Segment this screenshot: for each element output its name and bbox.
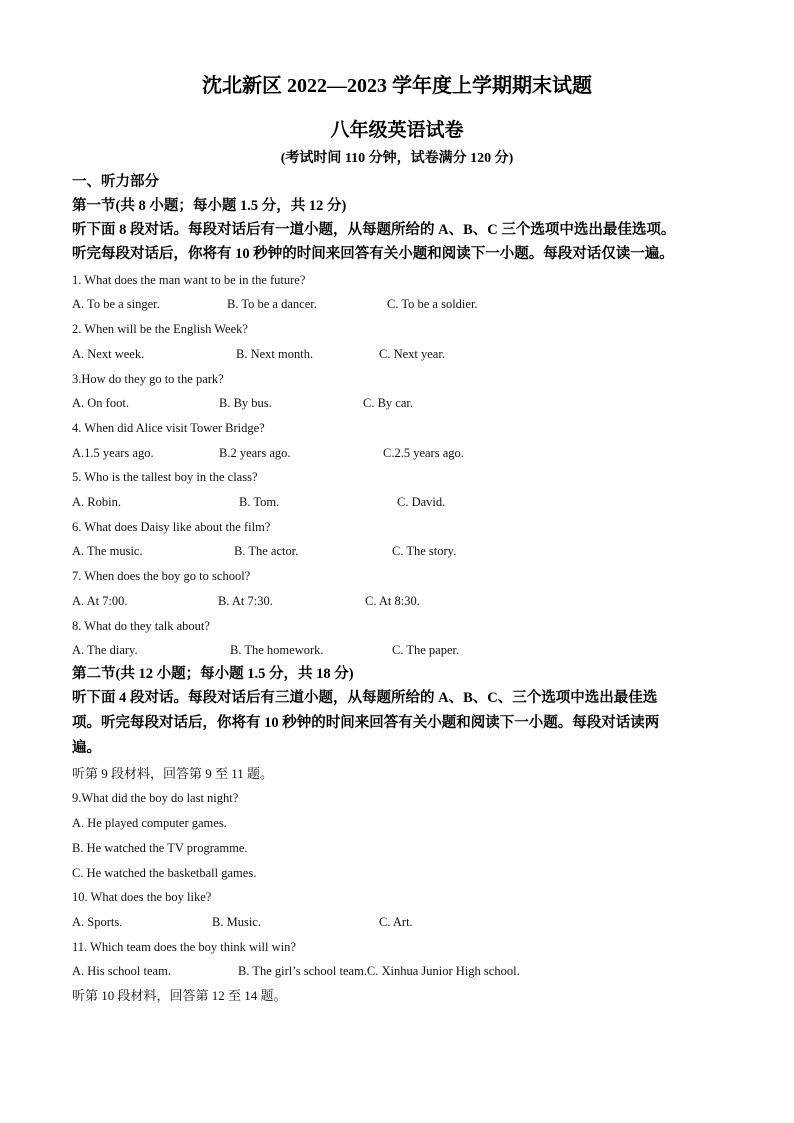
q11-option-a: A. His school team. bbox=[72, 964, 171, 978]
q4-option-a: A.1.5 years ago. bbox=[72, 446, 154, 460]
q9-option-c: C. He watched the basketball games. bbox=[72, 866, 257, 880]
question-11: 11. Which team does the boy think will win? bbox=[72, 940, 296, 954]
part1-instruction-line2: 听完每段对话后，你将有 10 秒钟的时间来回答有关小题和阅读下一小题。每段对话仅读一遍。 bbox=[72, 246, 674, 262]
q1-option-b: B. To be a dancer. bbox=[227, 297, 317, 311]
q8-option-c: C. The paper. bbox=[392, 643, 460, 657]
question-6: 6. What does Daisy like about the film? bbox=[72, 520, 271, 534]
part2-instruction-line3: 遍。 bbox=[72, 740, 101, 756]
question-3: 3.How do they go to the park? bbox=[72, 372, 224, 386]
q10-option-c: C. Art. bbox=[379, 915, 413, 929]
q2-option-c: C. Next year. bbox=[379, 347, 445, 361]
q3-option-a: A. On foot. bbox=[72, 396, 129, 410]
part2-instruction-line2: 项。听完每段对话后，你将有 10 秒钟的时间来回答有关小题和阅读下一小题。每段对话读两 bbox=[72, 715, 660, 731]
q8-option-a: A. The diary. bbox=[72, 643, 138, 657]
q3-option-c: C. By car. bbox=[363, 396, 413, 410]
question-2: 2. When will be the English Week? bbox=[72, 322, 248, 336]
q9-option-b: B. He watched the TV programme. bbox=[72, 841, 248, 855]
q2-option-a: A. Next week. bbox=[72, 347, 145, 361]
q6-option-c: C. The story. bbox=[392, 544, 457, 558]
q5-option-a: A. Robin. bbox=[72, 495, 121, 509]
q7-option-b: B. At 7:30. bbox=[218, 594, 273, 608]
question-8: 8. What do they talk about? bbox=[72, 619, 210, 633]
section-heading: 一、听力部分 bbox=[72, 174, 159, 190]
part1-heading: 第一节(共 8 小题；每小题 1.5 分，共 12 分) bbox=[72, 198, 347, 214]
q10-option-a: A. Sports. bbox=[72, 915, 123, 929]
question-7: 7. When does the boy go to school? bbox=[72, 569, 251, 583]
part2-instruction-line1: 听下面 4 段对话。每段对话后有三道小题，从每题所给的 A、B、C、三个选项中选出最佳选 bbox=[72, 690, 658, 706]
q6-option-a: A. The music. bbox=[72, 544, 143, 558]
q11-option-bc: B. The girl’s school team.C. Xinhua Junior High school. bbox=[238, 964, 520, 978]
question-10: 10. What does the boy like? bbox=[72, 890, 212, 904]
q5-option-c: C. David. bbox=[397, 495, 446, 509]
q7-option-c: C. At 8:30. bbox=[365, 594, 420, 608]
exam-title: 沈北新区 2022—2023 学年度上学期期末试题 bbox=[202, 75, 592, 97]
part1-instruction-line1: 听下面 8 段对话。每段对话后有一道小题，从每题所给的 A、B、C 三个选项中选出最佳选项。 bbox=[72, 222, 676, 238]
q4-option-c: C.2.5 years ago. bbox=[383, 446, 464, 460]
q3-option-b: B. By bus. bbox=[219, 396, 272, 410]
q8-option-b: B. The homework. bbox=[230, 643, 324, 657]
question-9: 9.What did the boy do last night? bbox=[72, 791, 239, 805]
q6-option-b: B. The actor. bbox=[234, 544, 299, 558]
q4-option-b: B.2 years ago. bbox=[219, 446, 291, 460]
question-5: 5. Who is the tallest boy in the class? bbox=[72, 470, 258, 484]
q1-option-a: A. To be a singer. bbox=[72, 297, 160, 311]
q10-option-b: B. Music. bbox=[212, 915, 261, 929]
q2-option-b: B. Next month. bbox=[236, 347, 314, 361]
part2-heading: 第二节(共 12 小题；每小题 1.5 分，共 18 分) bbox=[72, 666, 354, 682]
q5-option-b: B. Tom. bbox=[239, 495, 280, 509]
q7-option-a: A. At 7:00. bbox=[72, 594, 128, 608]
q1-option-c: C. To be a soldier. bbox=[387, 297, 478, 311]
exam-info: (考试时间 110 分钟，试卷满分 120 分) bbox=[280, 151, 514, 166]
question-4: 4. When did Alice visit Tower Bridge? bbox=[72, 421, 265, 435]
q9-option-a: A. He played computer games. bbox=[72, 816, 227, 830]
material-10-note: 听第 10 段材料，回答第 12 至 14 题。 bbox=[72, 988, 287, 1003]
material-9-note: 听第 9 段材料，回答第 9 至 11 题。 bbox=[72, 766, 274, 781]
question-1: 1. What does the man want to be in the future? bbox=[72, 273, 306, 287]
exam-subtitle: 八年级英语试卷 bbox=[330, 120, 464, 141]
